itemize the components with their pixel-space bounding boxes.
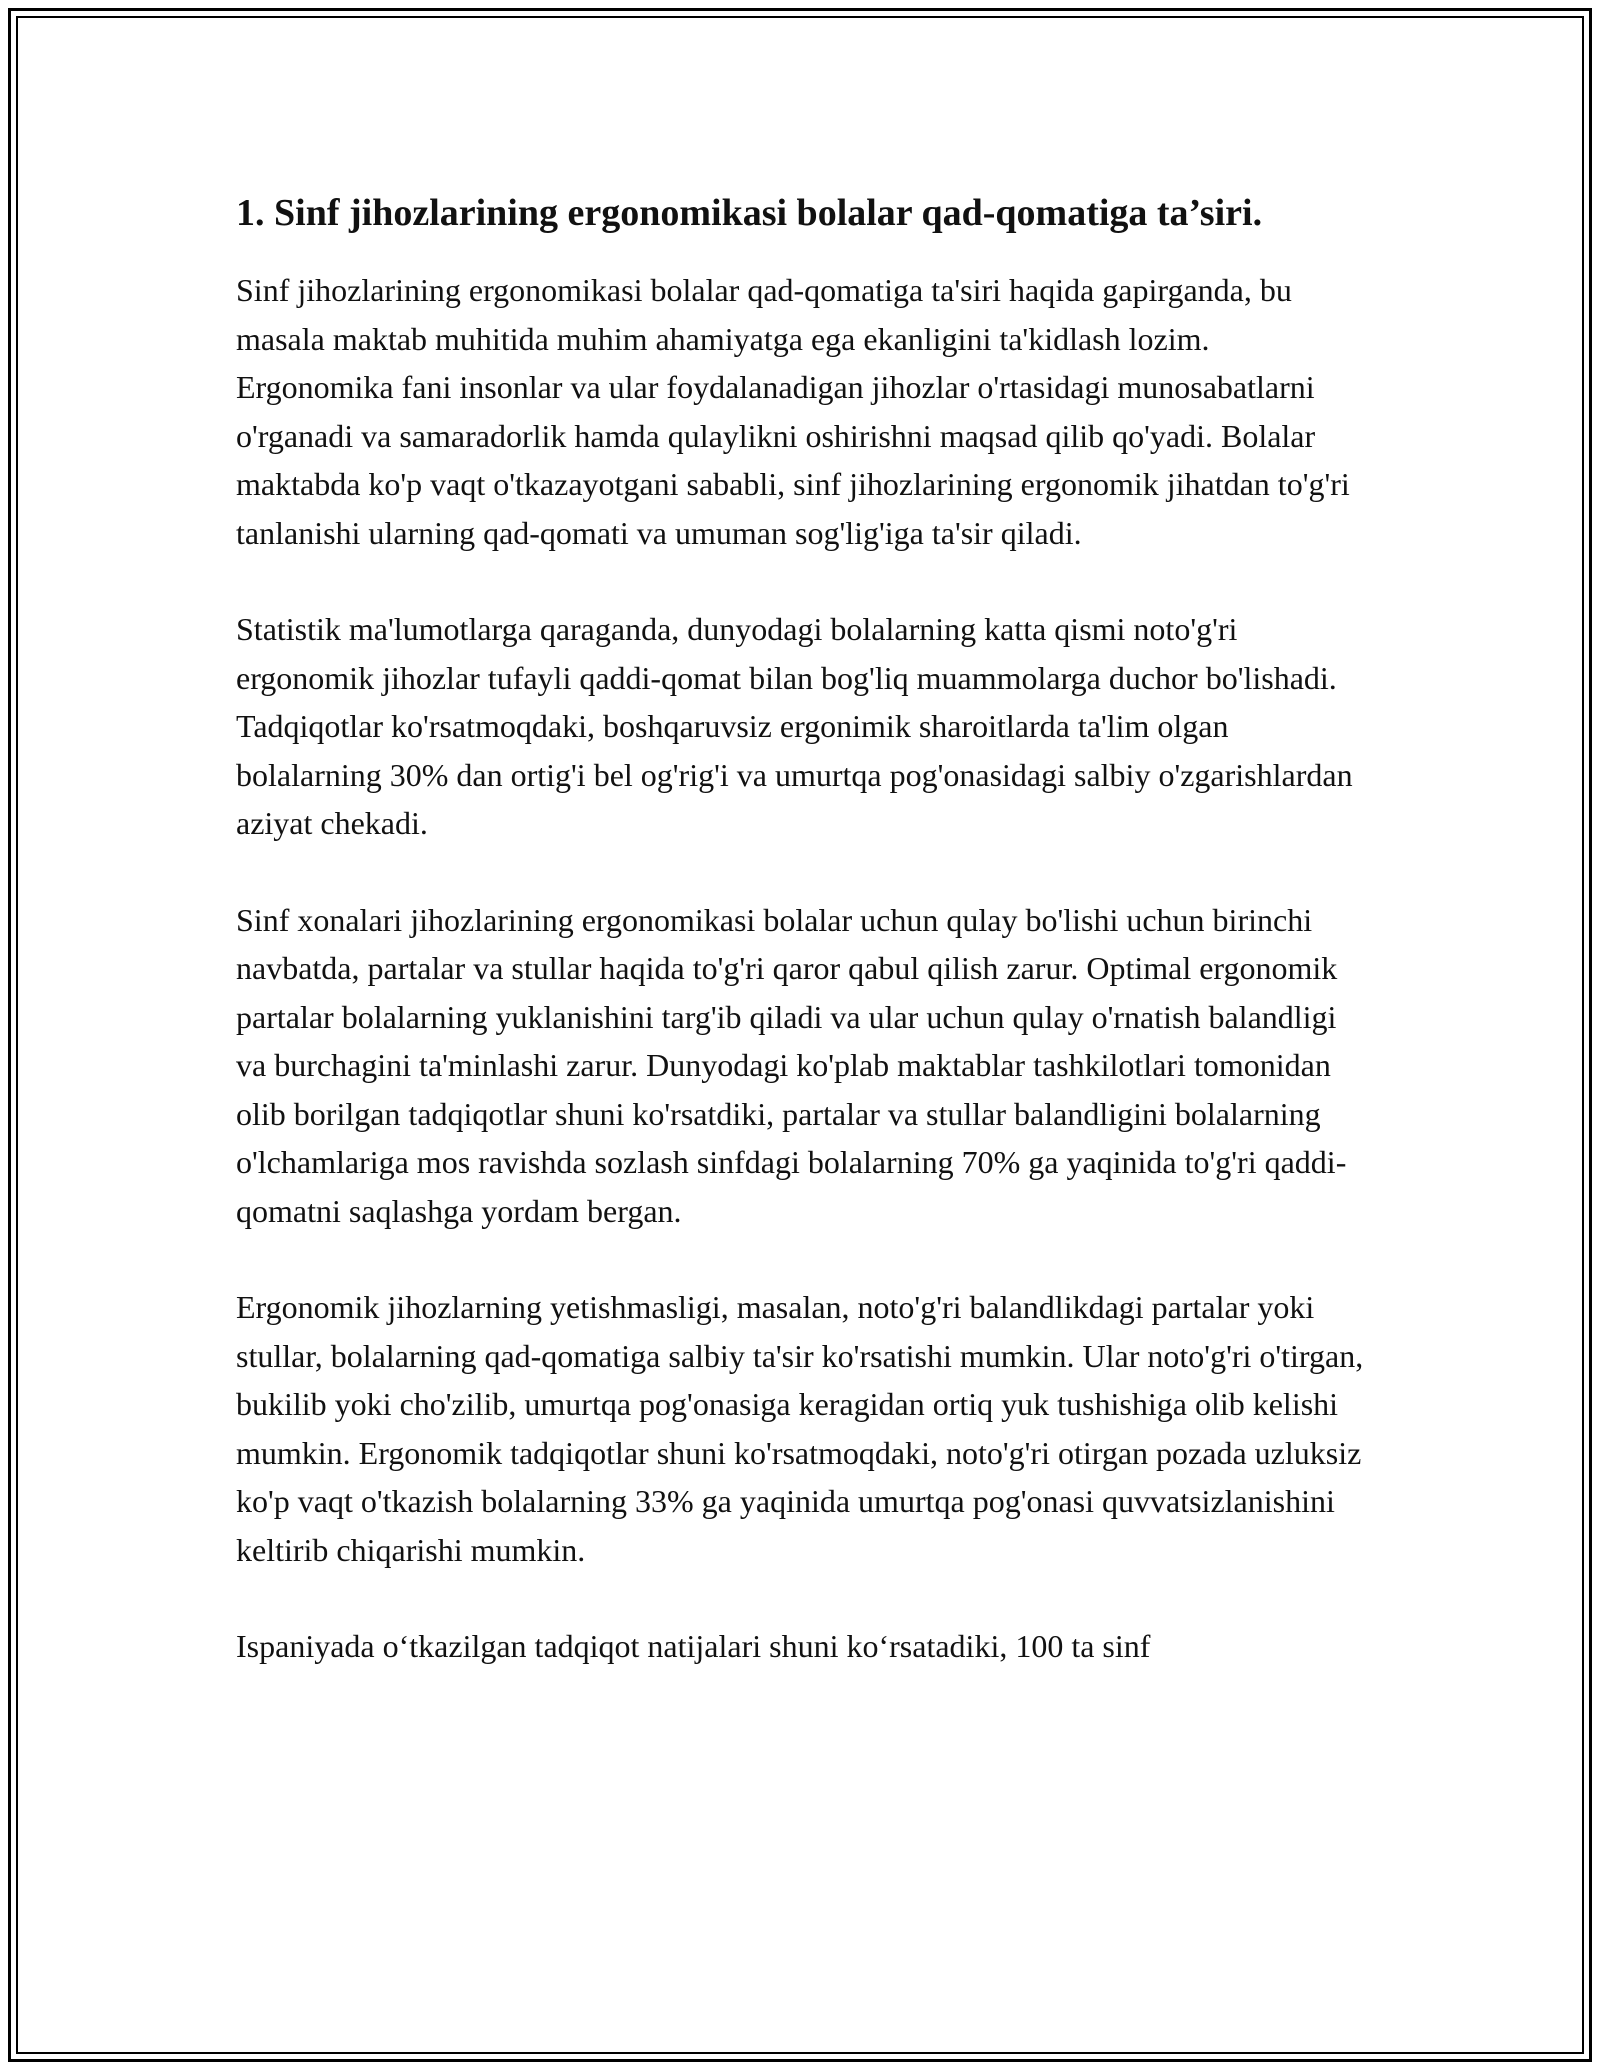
- paragraph-3: Sinf xonalari jihozlarining ergonomikasi bolalar uchun qulay bo'lishi uchun birinchi navbatda, partalar va stullar haqida to'g'ri qaror qabul qilish zarur. Optimal ergonomik partalar bolalarning yuklanishini targ'ib qiladi va ular uchun qulay o'rnatish balandligi va burchagini ta'minlashi zarur. Dunyodagi ko'plab maktablar tashkilotlari tomonidan olib borilgan tadqiqotlar shuni ko'rsatdiki, partalar va stullar balandligini bolalarning o'lchamlariga mos ravishda sozlash sinfdagi bolalarning 70% ga yaqinida to'g'ri qaddi-qomatni saqlashga yordam bergan.: [236, 901, 1347, 1229]
- paragraph-5: Ispaniyada o‘tkazilgan tadqiqot natijalari shuni ko‘rsatadiki, 100 ta sinf: [236, 1628, 1151, 1664]
- document-body: [236, 184, 1364, 1719]
- paragraph-4: Ergonomik jihozlarning yetishmasligi, masalan, noto'g'ri balandlikdagi partalar yoki stullar, bolalarning qad-qomatiga salbiy ta'sir ko'rsatishi mumkin. Ular noto'g'ri o'tirgan, bukilib yoki cho'zilib, umurtqa pog'onasiga keragidan ortiq yuk tushishiga olib kelishi mumkin. Ergonomik tadqiqotlar shuni ko'rsatmoqdaki, noto'g'ri otirgan pozada uzluksiz ko'p vaqt o'tkazish bolalarning 33% ga yaqinida umurtqa pog'onasi quvvatsizlanishini keltirib chiqarishi mumkin.: [236, 1289, 1364, 1568]
- section-heading: 1. Sinf jihozlarining ergonomikasi bolalar qad-qomatiga ta’siri.: [236, 192, 1263, 234]
- paragraph-1: Sinf jihozlarining ergonomikasi bolalar qad-qomatiga ta'siri haqida gapirganda, bu masala maktab muhitida muhim ahamiyatga ega ekanligini ta'kidlash lozim. Ergonomika fani insonlar va ular foydalanadigan jihozlar o'rtasidagi munosabatlarni o'rganadi va samaradorlik hamda qulaylikni oshirishni maqsad qilib qo'yadi. Bolalar maktabda ko'p vaqt o'tkazayotgani sababli, sinf jihozlarining ergonomik jihatdan to'g'ri tanlanishi ularning qad-qomati va umuman sog'lig'iga ta'sir qiladi.: [236, 272, 1350, 551]
- paragraph-2: Statistik ma'lumotlarga qaraganda, dunyodagi bolalarning katta qismi noto'g'ri ergonomik jihozlar tufayli qaddi-qomat bilan bog'liq muammolarga duchor bo'lishadi. Tadqiqotlar ko'rsatmoqdaki, boshqaruvsiz ergonimik sharoitlarda ta'lim olgan bolalarning 30% dan ortig'i bel og'rig'i va umurtqa pog'onasidagi salbiy o'zgarishlardan aziyat chekadi.: [236, 611, 1353, 841]
